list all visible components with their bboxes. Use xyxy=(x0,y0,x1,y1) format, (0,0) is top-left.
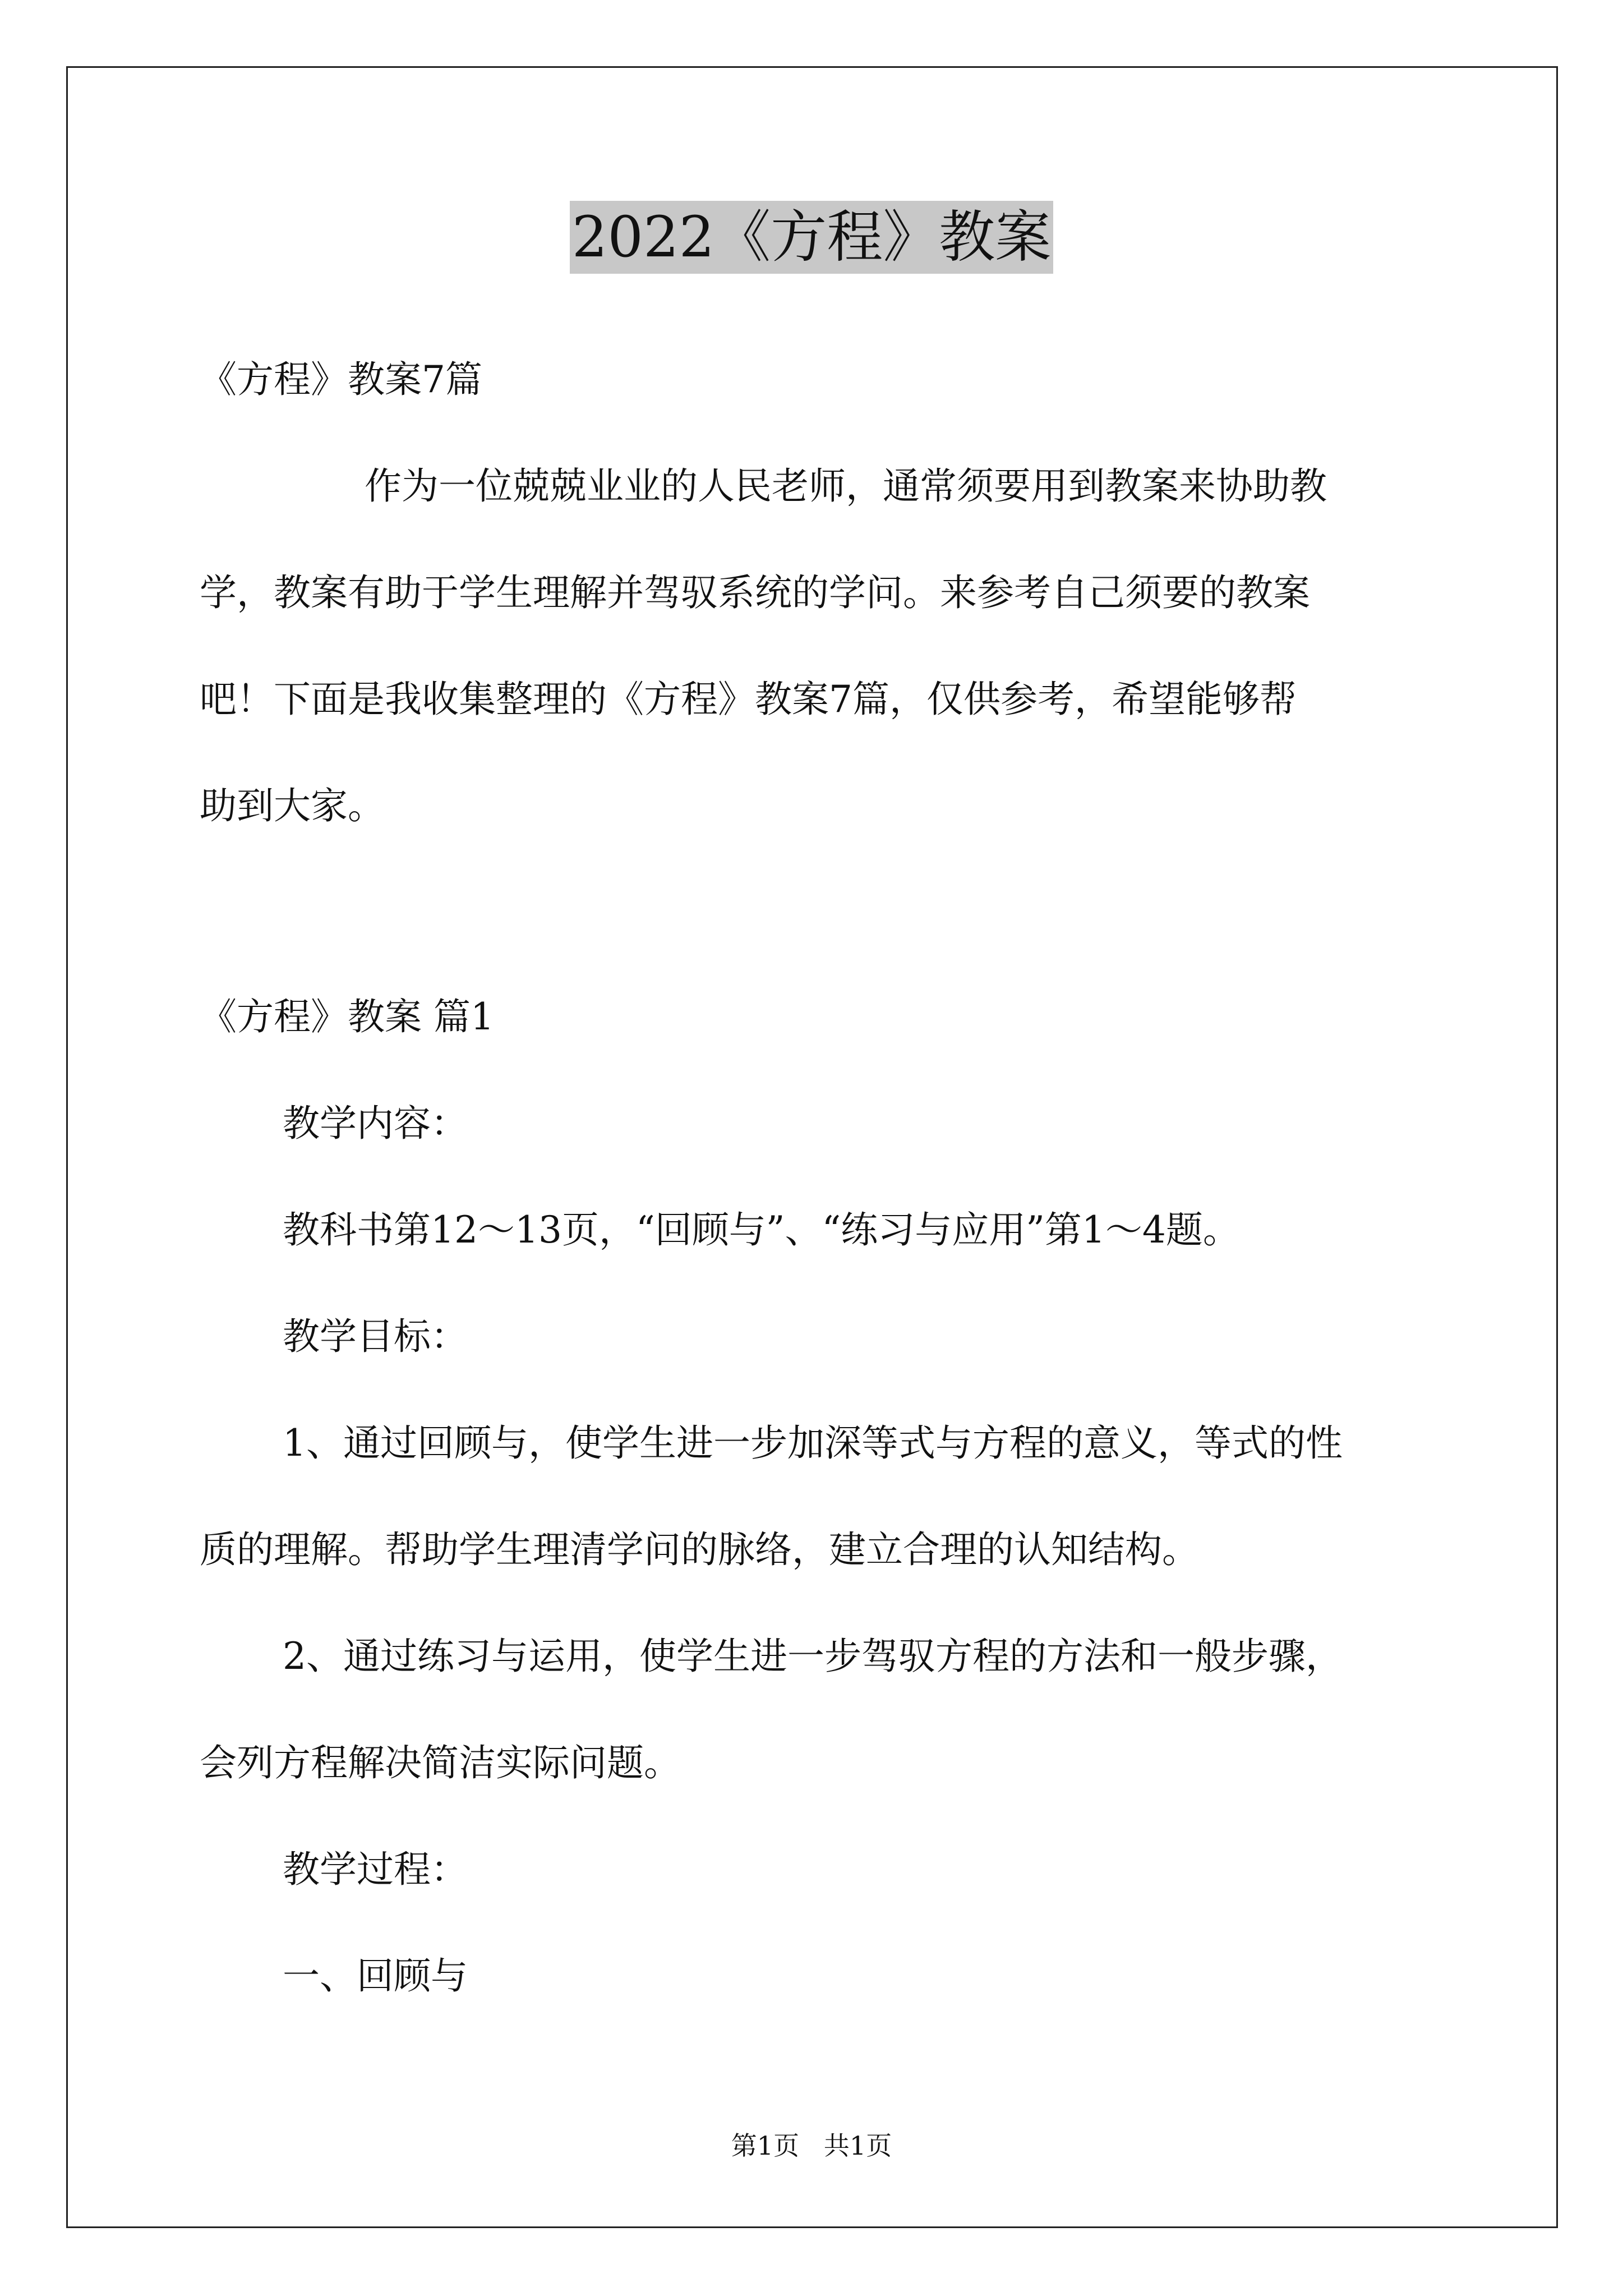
intro-paragraph-line-2: 学，教案有助于学生理解并驾驭系统的学问。来参考自己须要的教案 xyxy=(200,571,1310,614)
intro-paragraph-line-4: 助到大家。 xyxy=(200,784,385,827)
goal-2-line-2: 会列方程解决简洁实际问题。 xyxy=(200,1741,681,1784)
document-subtitle: 《方程》教案7篇 xyxy=(200,358,482,401)
process-label: 教学过程： xyxy=(283,1848,468,1891)
content-text: 教科书第12～13页，“回顾与”、“练习与应用”第1～4题。 xyxy=(283,1208,1240,1251)
goal-1-line-1: 1、通过回顾与，使学生进一步加深等式与方程的意义，等式的性 xyxy=(283,1421,1343,1465)
intro-paragraph-line-3: 吧！下面是我收集整理的《方程》教案7篇，仅供参考，希望能够帮 xyxy=(200,678,1297,721)
intro-paragraph-line-1: 作为一位兢兢业业的人民老师，通常须要用到教案来协助教 xyxy=(365,464,1327,508)
goal-1-line-2: 质的理解。帮助学生理清学问的脉络，建立合理的认知结构。 xyxy=(200,1528,1199,1571)
section-heading: 《方程》教案 篇1 xyxy=(200,995,494,1038)
goal-2-line-1: 2、通过练习与运用，使学生进一步驾驭方程的方法和一般步骤， xyxy=(283,1635,1343,1678)
document-title: 2022《方程》教案 xyxy=(570,201,1054,274)
goals-label: 教学目标： xyxy=(283,1315,468,1358)
document-title-wrap xyxy=(0,201,1623,274)
page-footer: 第1页 共1页 xyxy=(731,2131,892,2161)
process-item-1: 一、回顾与 xyxy=(283,1954,468,1998)
content-label: 教学内容： xyxy=(283,1102,468,1145)
